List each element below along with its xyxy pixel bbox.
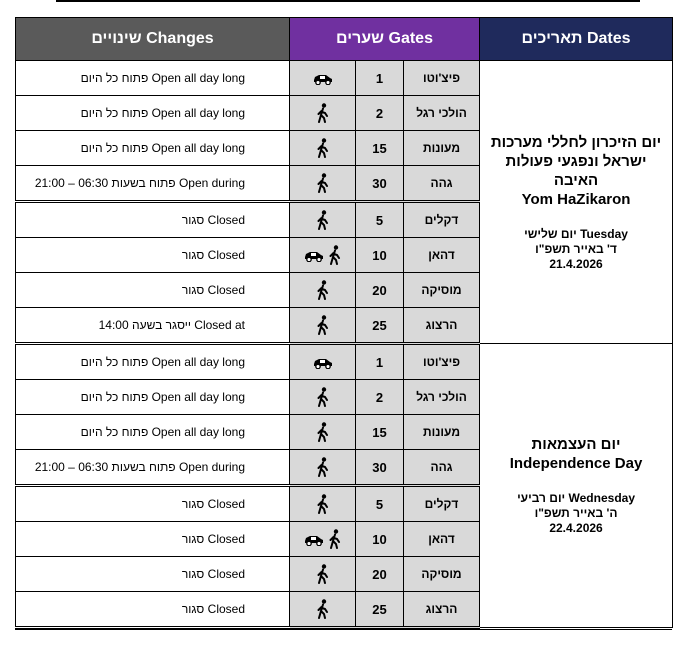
event-hebrew-date: ה' באייר תשפ"ו <box>534 506 618 520</box>
pedestrian-icon <box>290 166 356 202</box>
gates-schedule-table <box>15 17 673 629</box>
change-cell: פתוח כל היום Open all day long <box>16 415 290 450</box>
gate-number: 15 <box>356 131 404 166</box>
gate-name: מוסיקה <box>404 273 480 308</box>
gates-header: שערים Gates <box>290 18 480 61</box>
gate-number: 20 <box>356 557 404 592</box>
gate-name: דהאן <box>404 238 480 273</box>
gate-name: הולכי רגל <box>404 96 480 131</box>
pedestrian-icon <box>290 380 356 415</box>
gate-name: גהה <box>404 166 480 202</box>
gate-number: 15 <box>356 415 404 450</box>
pedestrian-icon <box>290 415 356 450</box>
car-pedestrian-icon <box>290 522 356 557</box>
pedestrian-icon <box>290 592 356 628</box>
gate-name: דקלים <box>404 202 480 238</box>
gate-name: הולכי רגל <box>404 380 480 415</box>
change-cell: פתוח כל היום Open all day long <box>16 96 290 131</box>
change-cell: סגור Closed <box>16 238 290 273</box>
gate-number: 25 <box>356 308 404 344</box>
gate-number: 25 <box>356 592 404 628</box>
pedestrian-icon <box>290 202 356 238</box>
pedestrian-icon <box>290 450 356 486</box>
car-icon <box>290 344 356 380</box>
change-cell: סגור Closed <box>16 557 290 592</box>
gate-number: 10 <box>356 522 404 557</box>
event-date-cell <box>480 344 673 628</box>
gate-number: 5 <box>356 486 404 522</box>
change-cell: פתוח כל היום Open all day long <box>16 344 290 380</box>
table-row <box>16 61 673 96</box>
gate-name: הרצוג <box>404 308 480 344</box>
gate-number: 2 <box>356 380 404 415</box>
gate-name: פיצ'וטו <box>404 61 480 96</box>
gate-name: מעונות <box>404 415 480 450</box>
changes-header: שינויים Changes <box>16 18 290 61</box>
pedestrian-icon <box>290 308 356 344</box>
event-hebrew-date: ד' באייר תשפ"ו <box>535 241 617 256</box>
pedestrian-icon <box>290 131 356 166</box>
event-title-english: Independence Day <box>509 455 643 472</box>
schedule-body <box>16 61 673 628</box>
gate-number: 30 <box>356 450 404 486</box>
change-cell: פתוח כל היום Open all day long <box>16 61 290 96</box>
event-day: יום רביעי Wednesday <box>517 491 635 505</box>
table-row <box>16 344 673 380</box>
gate-name: הרצוג <box>404 592 480 628</box>
event-day: יום שלישי Tuesday <box>524 226 628 241</box>
change-cell: סגור Closed <box>16 273 290 308</box>
car-icon <box>290 61 356 96</box>
change-cell: סגור Closed <box>16 592 290 628</box>
change-cell: ייסגר בשעה 14:00 Closed at <box>16 308 290 344</box>
pedestrian-icon <box>290 486 356 522</box>
change-cell: פתוח כל היום Open all day long <box>16 380 290 415</box>
gate-name: מעונות <box>404 131 480 166</box>
event-date: 21.4.2026 <box>549 256 603 271</box>
gate-name: גהה <box>404 450 480 486</box>
change-cell: פתוח בשעות 06:30 – 21:00 Open during <box>16 166 290 202</box>
top-rule <box>56 0 640 2</box>
gate-name: מוסיקה <box>404 557 480 592</box>
change-cell: סגור Closed <box>16 522 290 557</box>
change-cell: פתוח כל היום Open all day long <box>16 131 290 166</box>
change-cell: סגור Closed <box>16 202 290 238</box>
event-title-hebrew: יום הזיכרון לחללי מערכות ישראל ונפגעי פעולות האיבה <box>490 133 662 189</box>
gate-name: פיצ'וטו <box>404 344 480 380</box>
event-title-hebrew: יום העצמאות <box>531 436 621 453</box>
bottom-rule <box>15 629 672 630</box>
event-title-english: Yom HaZikaron <box>521 190 631 208</box>
event-date-cell <box>480 61 673 344</box>
car-pedestrian-icon <box>290 238 356 273</box>
change-cell: פתוח בשעות 06:30 – 21:00 Open during <box>16 450 290 486</box>
gate-number: 10 <box>356 238 404 273</box>
gate-number: 2 <box>356 96 404 131</box>
change-cell: סגור Closed <box>16 486 290 522</box>
gate-number: 20 <box>356 273 404 308</box>
event-date: 22.4.2026 <box>549 521 603 535</box>
header-row <box>16 18 673 61</box>
gate-name: דקלים <box>404 486 480 522</box>
dates-header: תאריכים Dates <box>480 18 673 61</box>
gate-number: 1 <box>356 344 404 380</box>
gate-number: 1 <box>356 61 404 96</box>
pedestrian-icon <box>290 557 356 592</box>
pedestrian-icon <box>290 96 356 131</box>
gate-number: 30 <box>356 166 404 202</box>
gate-name: דהאן <box>404 522 480 557</box>
gate-number: 5 <box>356 202 404 238</box>
pedestrian-icon <box>290 273 356 308</box>
